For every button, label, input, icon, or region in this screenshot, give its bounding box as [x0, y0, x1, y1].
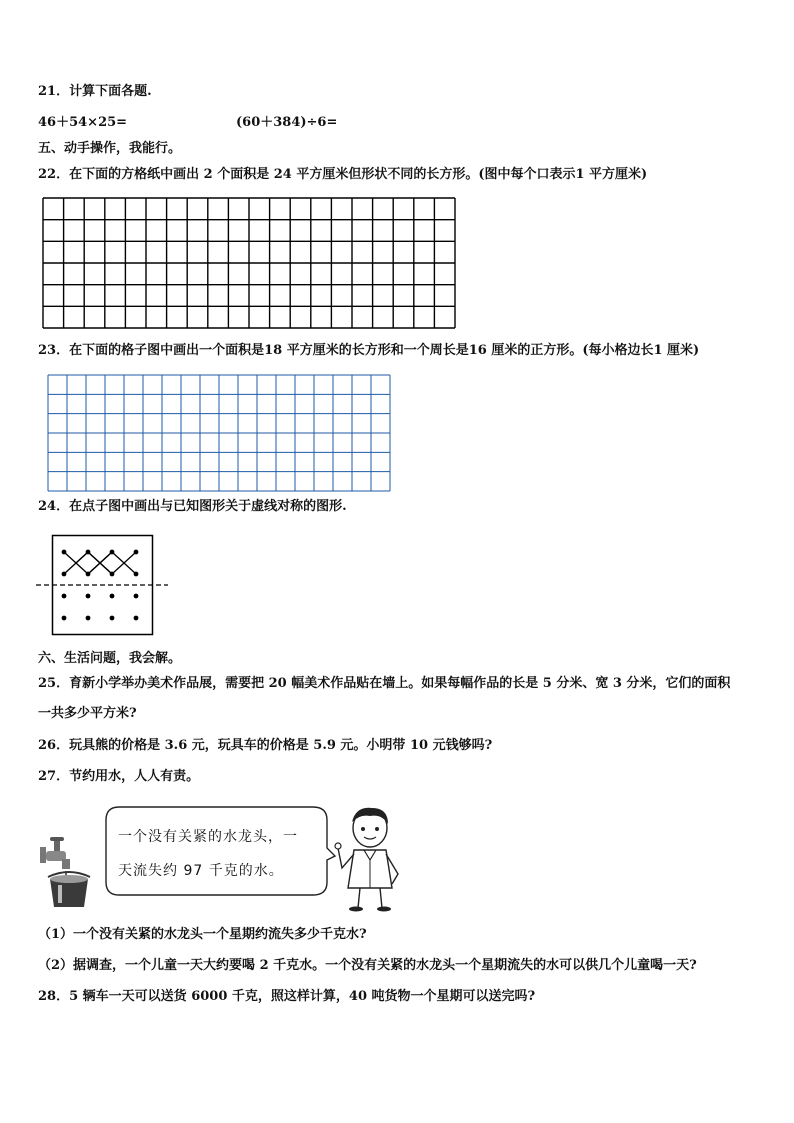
q23-text: 23．在下面的格子图中画出一个面积是18 平方厘米的长方形和一个周长是16 厘米的正方形。(每小格边长1 厘米) — [38, 343, 700, 358]
q22-text: 22．在下面的方格纸中画出 2 个面积是 24 平方厘米但形状不同的长方形。(图中每个口表示1 平方厘米) — [38, 167, 648, 182]
boy-illustration — [332, 804, 408, 912]
speech-bubble-line2: 天流失约 97 千克的水。 — [118, 863, 284, 879]
q27-text: 27．节约用水，人人有责。 — [38, 769, 200, 784]
q27-subquestion-2: （2）据调查，一个儿童一天大约要喝 2 千克水。一个没有关紧的水龙头一个星期流失的水可以供几个儿童喝一天? — [38, 958, 697, 973]
q23-blue-grid — [47, 374, 391, 492]
q24-dot-grid-figure — [36, 532, 168, 638]
q21-expression-2: (60＋384)÷6= — [236, 115, 338, 130]
q28-text: 28．5 辆车一天可以送货 6000 千克，照这样计算，40 吨货物一个星期可以送完吗? — [38, 989, 536, 1004]
q26-text: 26．玩具熊的价格是 3.6 元，玩具车的价格是 5.9 元。小明带 10 元钱够吗? — [38, 738, 493, 753]
q24-text: 24．在点子图中画出与已知图形关于虚线对称的图形. — [38, 499, 347, 514]
section-5-title: 五、动手操作，我能行。 — [38, 141, 182, 156]
q21-title: 21．计算下面各题. — [38, 84, 152, 99]
speech-bubble-line1: 一个没有关紧的水龙头，一 — [118, 829, 298, 845]
water-tap-bucket-icon — [40, 833, 98, 909]
q22-square-grid — [42, 197, 456, 329]
speech-bubble — [105, 806, 337, 896]
section-6-title: 六、生活问题，我会解。 — [38, 651, 182, 666]
q27-subquestion-1: （1）一个没有关紧的水龙头一个星期约流失多少千克水? — [38, 927, 367, 942]
q25-text-line1: 25．育新小学举办美术作品展，需要把 20 幅美术作品贴在墙上。如果每幅作品的长是 5 分米、宽 3 分米，它们的面积 — [38, 676, 731, 691]
q25-text-line2: 一共多少平方米? — [38, 706, 137, 721]
q21-expression-1: 46＋54×25= — [38, 115, 128, 130]
